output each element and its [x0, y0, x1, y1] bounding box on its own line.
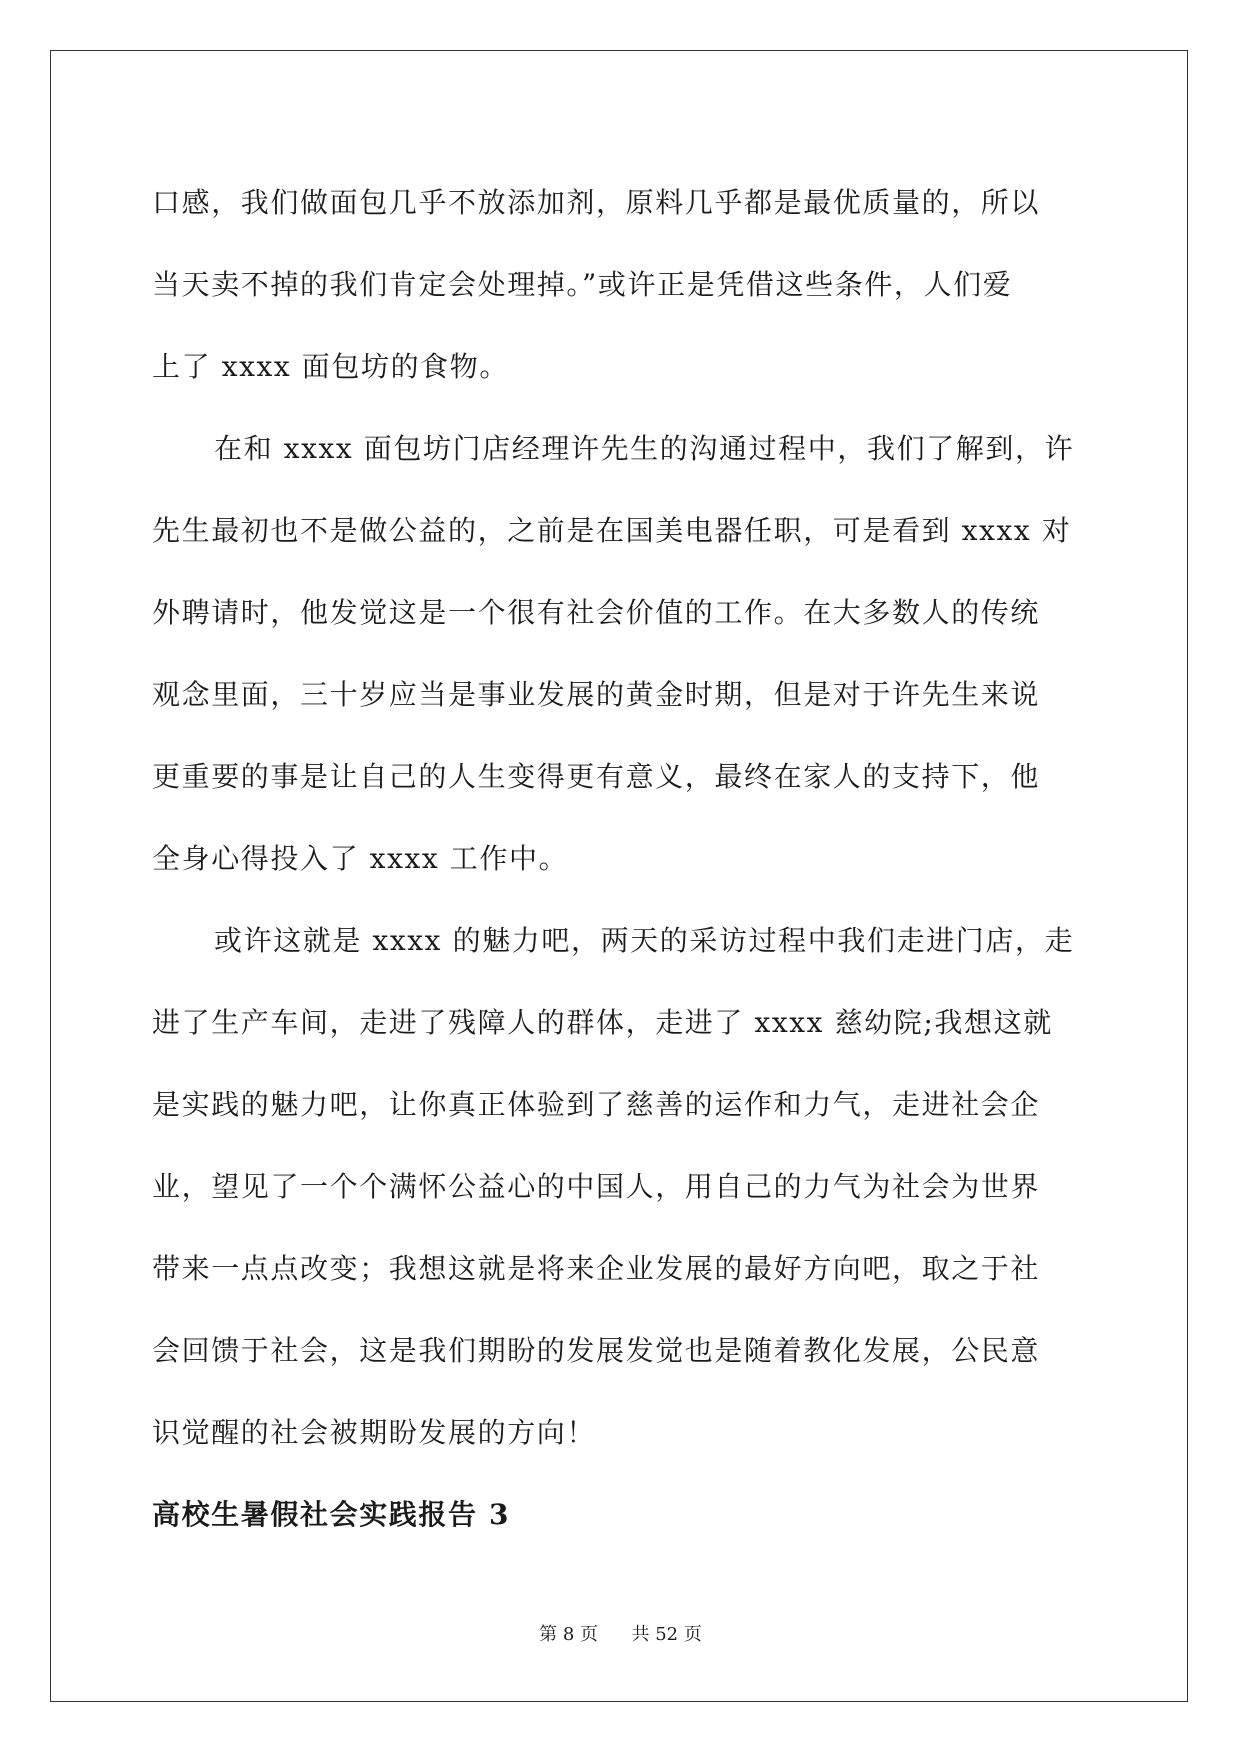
text-line: 识觉醒的社会被期盼发展的方向！	[152, 1416, 597, 1449]
text-line: 全身心得投入了 xxxx 工作中。	[152, 842, 569, 875]
text-line: 口感，我们做面包几乎不放添加剂，原料几乎都是最优质量的，所以	[152, 186, 1041, 219]
text-line: 先生最初也不是做公益的，之前是在国美电器任职，可是看到 xxxx 对	[152, 514, 1072, 547]
paragraph-2	[152, 408, 1090, 900]
text-line: 观念里面，三十岁应当是事业发展的黄金时期，但是对于许先生来说	[152, 678, 1041, 711]
text-line: 是实践的魅力吧，让你真正体验到了慈善的运作和力气，走进社会企	[152, 1088, 1041, 1121]
text-line: 更重要的事是让自己的人生变得更有意义，最终在家人的支持下，他	[152, 760, 1041, 793]
text-line: 带来一点点改变；我想这就是将来企业发展的最好方向吧，取之于社	[152, 1252, 1041, 1285]
text-line: 或许这就是 xxxx 的魅力吧，两天的采访过程中我们走进门店，走	[214, 924, 1075, 957]
page-footer	[0, 1620, 1241, 1646]
paragraph-3	[152, 900, 1090, 1474]
page-total: 共 52 页	[631, 1624, 702, 1645]
text-line: 进了生产车间，走进了残障人的群体，走进了 xxxx 慈幼院;我想这就	[152, 1006, 1053, 1039]
paragraph-1	[152, 162, 1090, 408]
text-line: 在和 xxxx 面包坊门店经理许先生的沟通过程中，我们了解到，许	[214, 432, 1075, 465]
text-line: 当天卖不掉的我们肯定会处理掉。”或许正是凭借这些条件，人们爱	[152, 268, 1013, 301]
text-line: 会回馈于社会，这是我们期盼的发展发觉也是随着教化发展，公民意	[152, 1334, 1041, 1367]
section-heading: 高校生暑假社会实践报告 3	[152, 1498, 511, 1531]
text-line: 业，望见了一个个满怀公益心的中国人，用自己的力气为社会为世界	[152, 1170, 1041, 1203]
document-body	[152, 162, 1090, 1556]
page-number: 第 8 页	[539, 1624, 599, 1645]
text-line: 上了 xxxx 面包坊的食物。	[152, 350, 509, 383]
text-line: 外聘请时，他发觉这是一个很有社会价值的工作。在大多数人的传统	[152, 596, 1041, 629]
